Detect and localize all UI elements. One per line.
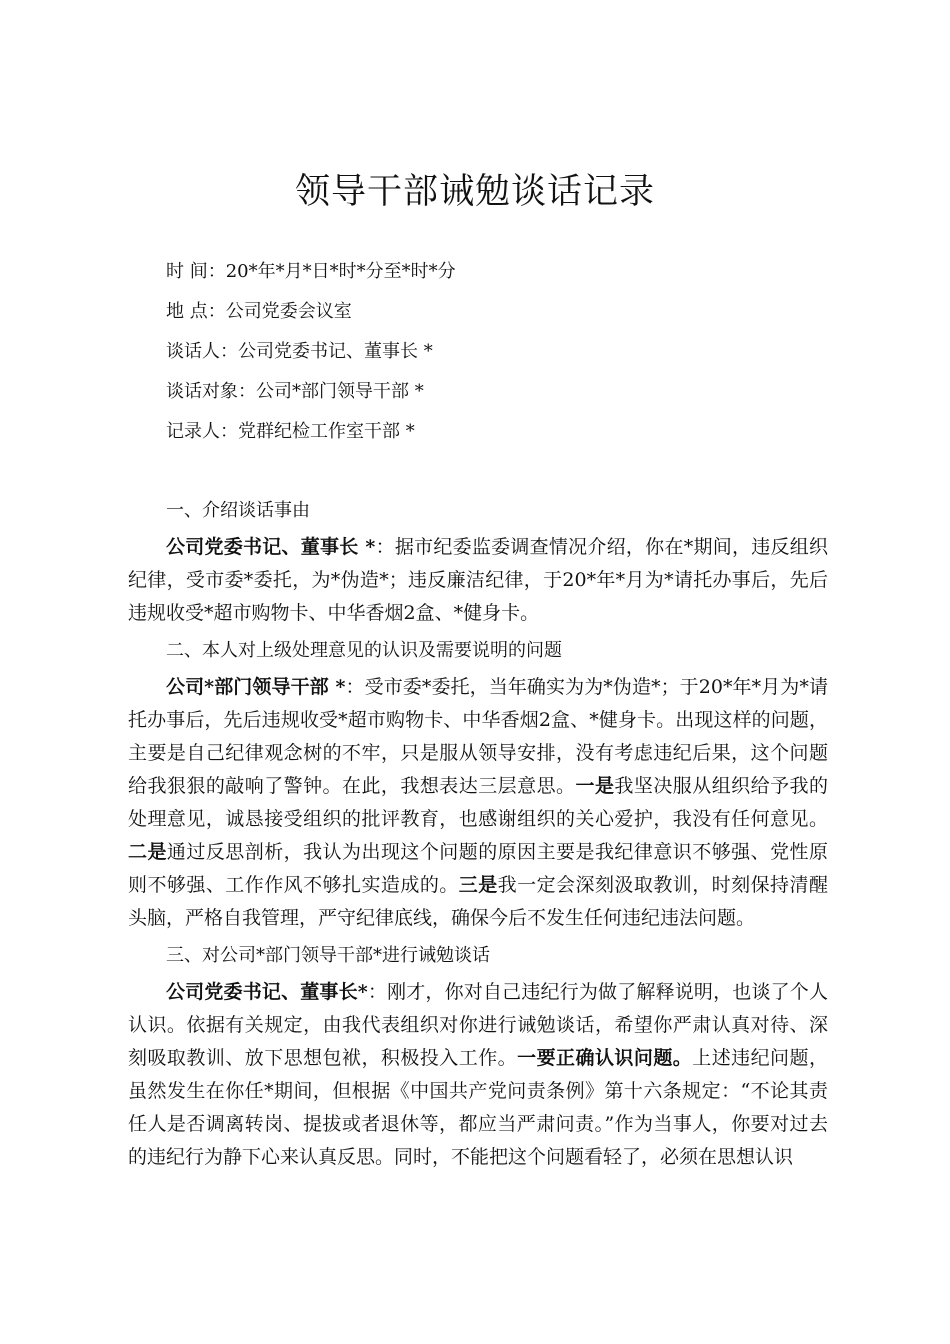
paragraph-text: 通过反思剖析，我认为出现这个问题的原因主要是我纪律意识不够强、党性原则不够强、工作作风不够扎实造成的。: [128, 841, 828, 896]
section-paragraph-2: [128, 671, 828, 935]
section-heading-1: 一、介绍谈话事由: [166, 500, 310, 521]
paragraph-text: ：受市委*委托，当年确实为为*伪造*；于20*年*月为*请托办事后，先后违规收受*超市购物卡、中华香烟2盒、*健身卡。出现这样的问题，主要是自己纪律观念树的不牢，只是服从领导安排，没有考虑违纪后果，这个问题给我狠狠的敲响了警钟。在此，我想表达三层意思。: [128, 676, 828, 797]
section-heading-2: 二、本人对上级处理意见的认识及需要说明的问题: [166, 640, 562, 661]
section-paragraph-3: [128, 976, 828, 1174]
paragraph-text: 我一定会深刻汲取教训，时刻保持清醒头脑，严格自我管理，严守纪律底线，确保今后不发生任何违纪违法问题。: [128, 874, 828, 929]
meeting-recorder: 记录人：党群纪检工作室干部 *: [166, 421, 415, 442]
meeting-info: [166, 252, 866, 452]
section-paragraph-1: [128, 531, 828, 630]
paragraph-text: ：刚才，你对自己违纪行为做了解释说明，也谈了个人认识。依据有关规定，由我代表组织对你进行诫勉谈话，希望你严肃认真对待、深刻吸取教训、放下思想包袱，积极投入工作。: [128, 981, 828, 1069]
speaker-label: 公司*部门领导干部 *: [166, 676, 346, 698]
emphasis-text: 一是: [575, 775, 615, 797]
meeting-talker: 谈话人：公司党委书记、董事长 *: [166, 341, 433, 362]
speaker-label: 公司党委书记、董事长 *: [166, 536, 376, 558]
section-heading-3: 三、对公司*部门领导干部*进行诫勉谈话: [166, 945, 490, 966]
meeting-place: 地 点：公司党委会议室: [166, 301, 352, 322]
emphasis-text: 三是: [458, 874, 498, 896]
emphasis-text: 二是: [128, 841, 167, 863]
meeting-time: 时 间：20*年*月*日*时*分至*时*分: [166, 261, 456, 282]
emphasis-text: 一要正确认识问题。: [517, 1047, 693, 1069]
document-title: 领导干部诫勉谈话记录: [294, 172, 655, 212]
document-body: [128, 494, 828, 1178]
speaker-label: 公司党委书记、董事长*: [166, 981, 368, 1003]
meeting-subject: 谈话对象：公司*部门领导干部 *: [166, 381, 424, 402]
paragraph-text: 上述违纪问题，虽然发生在你任*期间，但根据《中国共产党问责条例》第十六条规定：“不论其责任人是否调离转岗、提拔或者退休等，都应当严肃问责。”作为当事人，你要对过去的违纪行为静下心来认真反思。同时，不能把这个问题看轻了，必须在思想认识: [128, 1047, 828, 1168]
paragraph-text: ：据市纪委监委调查情况介绍，你在*期间，违反组织纪律，受市委*委托，为*伪造*；违反廉洁纪律，于20*年*月为*请托办事后，先后违规收受*超市购物卡、中华香烟2盒、*健身卡。: [128, 536, 828, 624]
paragraph-text: 我坚决服从组织给予我的处理意见，诚恳接受组织的批评教育，也感谢组织的关心爱护，我没有任何意见。: [128, 775, 828, 830]
